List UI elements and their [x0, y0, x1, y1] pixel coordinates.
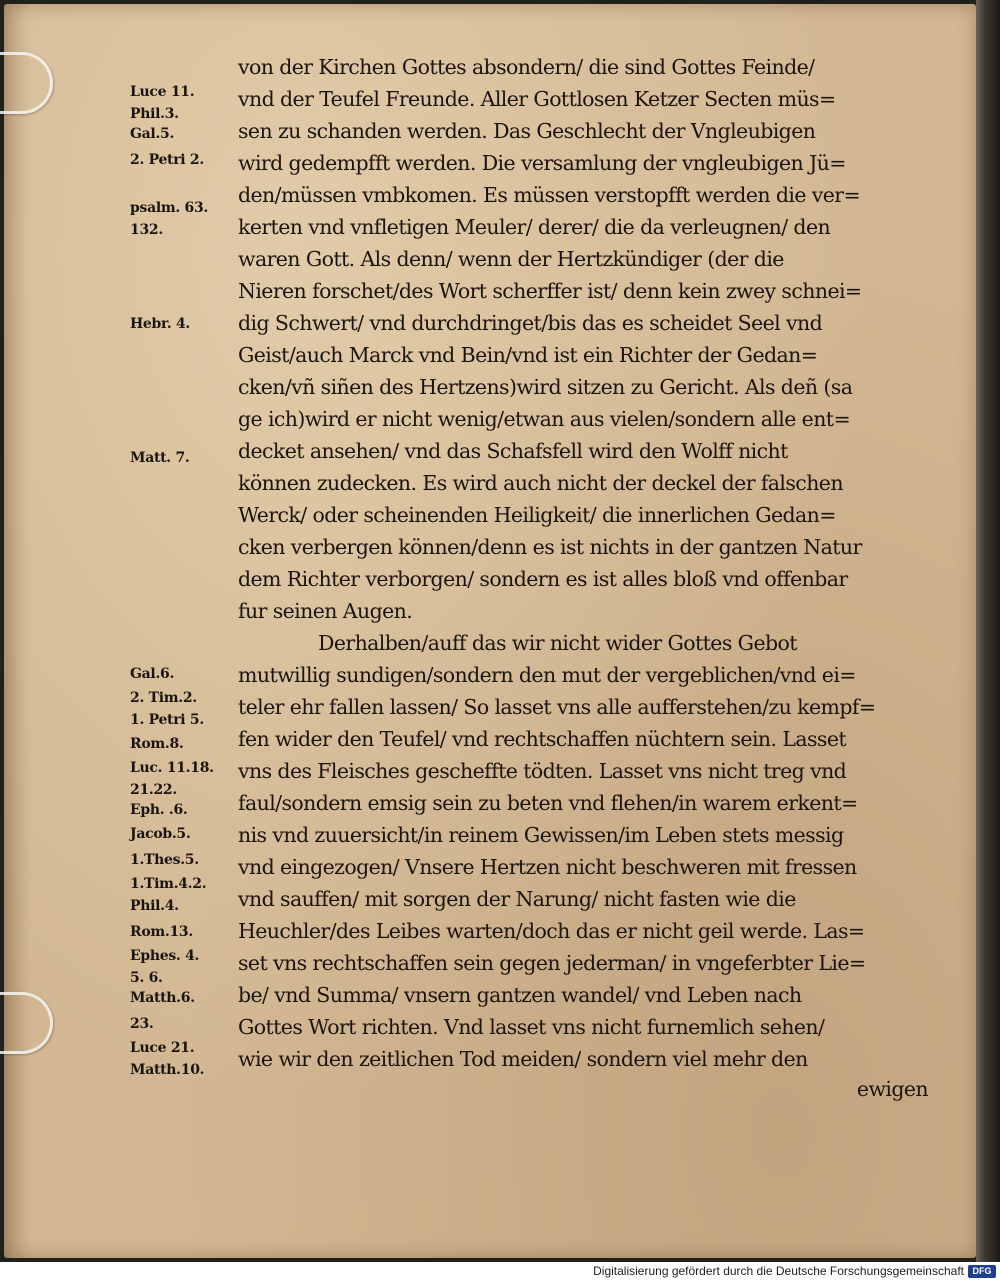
dfg-logo: DFG	[968, 1265, 996, 1278]
text-line: cken verbergen können/denn es ist nichts in der gantzen Natur	[238, 535, 862, 559]
catchword: ewigen	[856, 1077, 928, 1101]
text-line: Werck/ oder scheinenden Heiligkeit/ die innerlichen Gedan=	[238, 503, 836, 527]
margin-note: 2. Tim.2.	[130, 690, 197, 706]
text-line: dig Schwert/ vnd durchdringet/bis das es scheidet Seel vnd	[238, 311, 823, 335]
margin-note: Eph. .6.	[130, 802, 188, 818]
text-line: waren Gott. Als denn/ wenn der Hertzkündiger (der die	[238, 247, 784, 271]
text-line: Geist/auch Marck vnd Bein/vnd ist ein Richter der Gedan=	[238, 343, 818, 367]
text-line: fen wider den Teufel/ vnd rechtschaffen nüchtern sein. Lasset	[238, 727, 846, 751]
text-line: dem Richter verborgen/ sondern es ist alles bloß vnd offenbar	[238, 567, 848, 591]
margin-note: Jacob.5.	[130, 826, 191, 842]
margin-note: 21.22.	[130, 782, 177, 798]
footer-credit: Digitalisierung gefördert durch die Deutsche Forschungsgemeinschaft	[593, 1264, 964, 1278]
margin-note: Matth.6.	[130, 990, 195, 1006]
margin-note: Luc. 11.18.	[130, 760, 214, 776]
text-line: vnd der Teufel Freunde. Aller Gottlosen Ketzer Secten müs=	[238, 87, 836, 111]
margin-note: Hebr. 4.	[130, 316, 190, 332]
margin-note: Phil.3.	[130, 106, 179, 122]
margin-note: 132.	[130, 222, 163, 238]
text-line: mutwillig sundigen/sondern den mut der vergeblichen/vnd ei=	[238, 663, 856, 687]
text-line: können zudecken. Es wird auch nicht der deckel der falschen	[238, 471, 843, 495]
digitization-footer	[0, 1262, 1000, 1282]
margin-note: Luce 11.	[130, 84, 195, 100]
text-line: von der Kirchen Gottes absondern/ die sind Gottes Feinde/	[238, 55, 815, 79]
margin-note: Luce 21.	[130, 1040, 195, 1056]
text-line: decket ansehen/ vnd das Schafsfell wird den Wolff nicht	[238, 439, 788, 463]
text-line: Heuchler/des Leibes warten/doch das er nicht geil werde. Las=	[238, 919, 865, 943]
text-line: wird gedempfft werden. Die versamlung der vngleubigen Jü=	[238, 151, 846, 175]
text-line: set vns rechtschaffen sein gegen jederman/ in vngeferbter Lie=	[238, 951, 866, 975]
margin-note: 2. Petri 2.	[130, 152, 204, 168]
text-line: fur seinen Augen.	[238, 599, 413, 623]
margin-note: Gal.5.	[130, 126, 175, 142]
margin-note: 1.Tim.4.2.	[130, 876, 207, 892]
margin-note: 23.	[130, 1016, 154, 1032]
text-line: cken/vñ siñen des Hertzens)wird sitzen zu Gericht. Als deñ (sa	[238, 375, 853, 399]
margin-note: 5. 6.	[130, 970, 163, 986]
text-line: teler ehr fallen lassen/ So lasset vns alle aufferstehen/zu kempf=	[238, 695, 876, 719]
margin-note: Rom.8.	[130, 736, 184, 752]
text-line: Gottes Wort richten. Vnd lasset vns nicht furnemlich sehen/	[238, 1015, 825, 1039]
margin-note: 1. Petri 5.	[130, 712, 204, 728]
text-line: vnd eingezogen/ Vnsere Hertzen nicht beschweren mit fressen	[238, 855, 857, 879]
text-line: kerten vnd vnfletigen Meuler/ derer/ die da verleugnen/ den	[238, 215, 831, 239]
margin-note: Gal.6.	[130, 666, 175, 682]
text-line: den/müssen vmbkomen. Es müssen verstopfft werden die ver=	[238, 183, 861, 207]
margin-note: 1.Thes.5.	[130, 852, 199, 868]
book-spine-edge	[976, 0, 1000, 1262]
text-line: sen zu schanden werden. Das Geschlecht der Vngleubigen	[238, 119, 816, 143]
margin-note: Phil.4.	[130, 898, 179, 914]
margin-note: Rom.13.	[130, 924, 193, 940]
text-line: vnd sauffen/ mit sorgen der Narung/ nicht fasten wie die	[238, 887, 796, 911]
paragraph-first-line: Derhalben/auff das wir nicht wider Gottes Gebot	[318, 631, 797, 655]
text-line: nis vnd zuuersicht/in reinem Gewissen/im Leben stets messig	[238, 823, 844, 847]
text-line: faul/sondern emsig sein zu beten vnd flehen/in warem erkent=	[238, 791, 858, 815]
text-line: be/ vnd Summa/ vnsern gantzen wandel/ vnd Leben nach	[238, 983, 802, 1007]
text-line: ge ich)wird er nicht wenig/etwan aus vielen/sondern alle ent=	[238, 407, 851, 431]
margin-note: psalm. 63.	[130, 200, 208, 216]
margin-note: Ephes. 4.	[130, 948, 200, 964]
text-line: vns des Fleisches gescheffte tödten. Lasset vns nicht treg vnd	[238, 759, 847, 783]
margin-notes	[130, 84, 240, 1104]
margin-note: Matt. 7.	[130, 450, 190, 466]
margin-note: Matth.10.	[130, 1062, 205, 1078]
text-line: Nieren forschet/des Wort scherffer ist/ denn kein zwey schnei=	[238, 279, 862, 303]
text-line: wie wir den zeitlichen Tod meiden/ sondern viel mehr den	[238, 1047, 808, 1071]
